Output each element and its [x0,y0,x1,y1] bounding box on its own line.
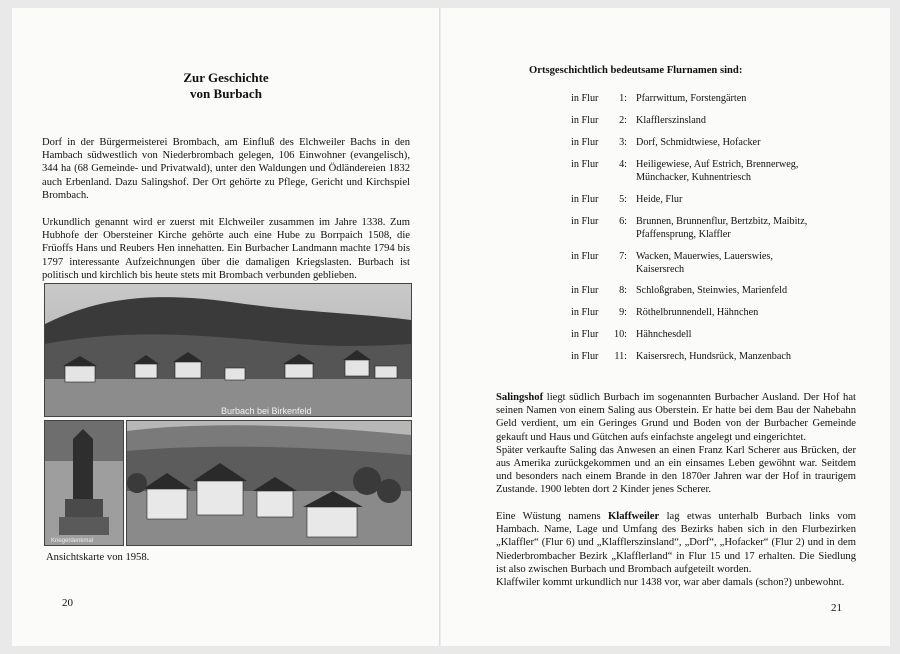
left-page [12,8,441,646]
history-paragraph [42,216,410,282]
salingshof-paragraph [496,391,856,497]
flur-label: in Flur [571,137,599,148]
flur-number: 4: [619,159,627,170]
flur-names [636,114,886,127]
flur-name-line: Schloßgraben, Steinwies, Marienfeld [636,285,788,296]
flur-names [636,136,886,149]
flur-number: 11: [614,351,627,362]
flur-number: 10: [613,329,627,340]
klaffweiler-text-2: Klaffwiler kommt urkundlich nur 1438 vor, war aber damals (schon?) unbewohnt. [496,577,845,589]
klaffweiler-body: lag etwas unterhalb Burbach links vom Hambach. Name, Lage und Umfang des Bezirks haben sich in den Flurbezirken „Klaffler“ (Flur 6) und „Klafflerszinsland“, „Dorf“, „Hofacker“ (Flur 2) und in dem Niederbrombacher Bezirk „Klafflerland“ in Flur 15 und 17 erhalten. Die Siedlung ist also zwischen Burbach und Brombach aufgeteilt worden. [496,511,856,575]
intro-text: Dorf in der Bürgermeisterei Brombach, am Einfluß des Elchweiler Bachs in den Hambach südwestlich von Niederbrombach gelegen, 106 Einwohner (evangelisch), 344 ha (68 Gemeinde- und Privatwald), unter den Waldungen und Ödländereien 1832 auch Erbenland. Dazu Salingshof. Der Ort gehörte zu Pflege, Gericht und Kirchspiel Brombach. [42,137,410,201]
page-number-right: 21 [831,602,842,614]
klaffweiler-text [496,510,856,576]
panorama-caption: Burbach bei Birkenfeld [221,406,312,416]
flur-label: in Flur [571,159,599,170]
flur-name-line: Pfarrwittum, Forstengärten [636,93,747,104]
right-page [441,8,890,646]
flur-number: 8: [619,285,627,296]
flur-label: in Flur [571,285,599,296]
salingshof-text-2: Später verkaufte Saling das Anwesen an einen Franz Karl Scherer aus Brücken, der aus Amerika zurückgekommen und an ein einsames Leben gewöhnt war. Seitdem und besonders nach einem Brande in den 1870er Jahren war der Hof in traurigem Zustande. 1900 lebten dort 2 Kinder jenes Scherer. [496,444,856,496]
flur-number: 9: [619,307,627,318]
flur-names [636,350,886,363]
flur-names [636,306,886,319]
flur-names [636,284,886,297]
flur-names [636,215,886,241]
flur-label: in Flur [571,115,599,126]
flur-label: in Flur [571,93,599,104]
flur-number: 7: [619,251,627,262]
flur-label: in Flur [571,307,599,318]
flur-names [636,328,886,341]
klaffweiler-term: Klaffweiler [608,511,660,522]
flur-number: 3: [619,137,627,148]
flur-names [636,158,886,184]
flur-name-line: Röthelbrunnendell, Hähnchen [636,307,759,318]
klaffweiler-intro: Eine Wüstung namens [496,511,609,522]
flur-name-line: Pfaffensprung, Klaffler [636,229,731,240]
memorial-caption: Kriegerdenkmal [51,538,94,544]
photo-caption: Ansichtskarte von 1958. [46,552,150,563]
flur-name-line: Hähnchesdell [636,329,692,340]
flur-name-line: Wacken, Mauerwies, Lauerswies, [636,251,773,262]
intro-paragraph [42,136,410,202]
war-memorial-photo [44,420,124,546]
flur-name-line: Kaisersrech, Hundsrück, Manzenbach [636,351,792,362]
salingshof-term: Salingshof [496,392,544,403]
flur-number: 6: [619,216,627,227]
flur-label: in Flur [571,351,599,362]
history-text: Urkundlich genannt wird er zuerst mit Elchweiler zusammen im Jahre 1338. Zum Hubhofe der Obersteiner Kirche gehörte auch eine Hube zu Borrpaich 1508, die Früoffs Hans und Reubers Hen innehatten. Ein Burbacher Landmann machte 1794 bis 1797 interessante Aufzeichnungen über die damaligen Kriegslasten. Burbach ist politisch und kirchlich bis heute stets mit Brombach verbunden geblieben. [42,217,410,281]
flur-name-line: Brunnen, Brunnenflur, Bertzbitz, Maibitz, [636,216,808,227]
flur-label: in Flur [571,251,599,262]
flur-name-line: Klafflerszinsland [636,115,706,126]
title-line-1: Zur Geschichte [183,70,269,85]
flur-name-line: Münchacker, Kuhnentriesch [636,172,752,183]
flur-number: 2: [619,115,627,126]
flur-name-line: Dorf, Schmidtwiese, Hofacker [636,137,761,148]
title-line-2: von Burbach [190,86,262,101]
flur-names [636,250,886,276]
page-number-left: 20 [62,597,73,609]
flur-label: in Flur [571,216,599,227]
flur-number: 1: [619,93,627,104]
flur-number: 5: [619,194,627,205]
salingshof-text [496,391,856,444]
flur-label: in Flur [571,329,599,340]
klaffweiler-paragraph [496,510,856,589]
page-title [12,70,440,102]
village-street-photo [126,420,412,546]
flur-name-line: Heide, Flur [636,194,683,205]
salingshof-body: liegt südlich Burbach im sogenannten Burbacher Ausland. Der Hof hat seinen Namen von einem Saling aus Oberstein. Er hatte bei dem Bau der Nahebahn Geld verdient, um ein Geringes Grund und Boden von der Burbacher Gemeinde gekauft und Haus und Gütchen aufs einfachste angelegt und eingerichtet. [496,392,856,443]
flurnamen-heading: Ortsgeschichtlich bedeutsame Flurnamen sind: [529,65,743,76]
flur-label: in Flur [571,194,599,205]
flur-name-line: Kaisersrech [636,264,685,275]
flur-name-line: Heiligewiese, Auf Estrich, Brennerweg, [636,159,799,170]
flur-names [636,92,886,105]
flur-names [636,193,886,206]
flur-list [571,92,881,372]
village-panorama-photo [44,283,412,417]
